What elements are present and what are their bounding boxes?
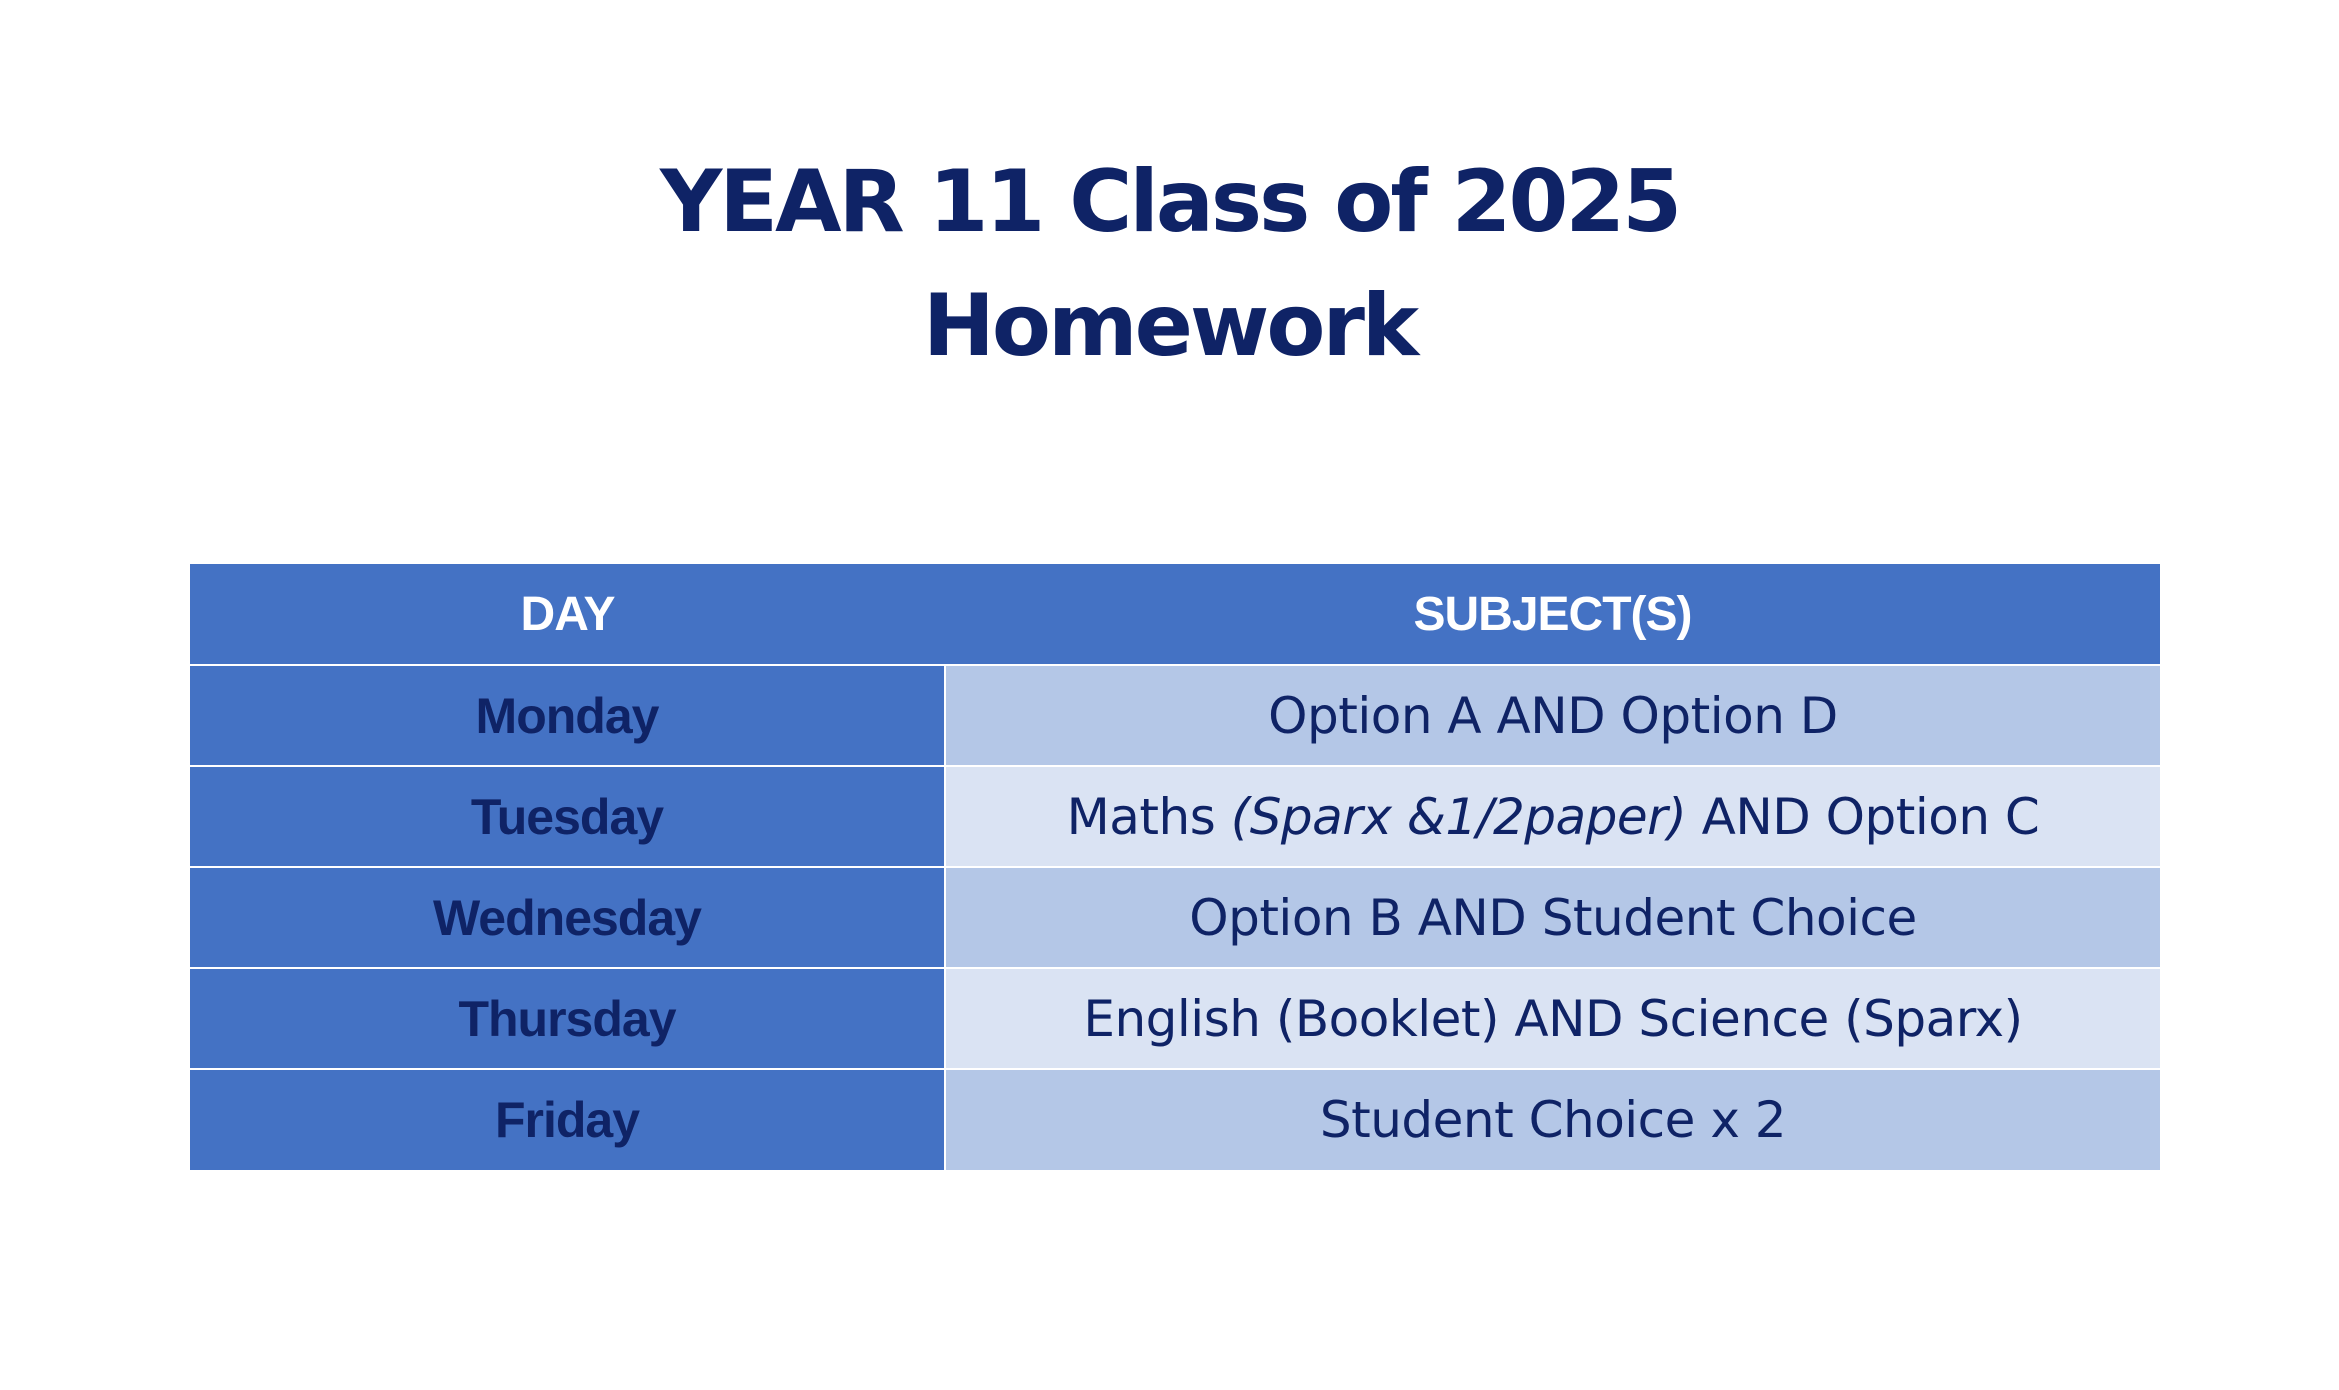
day-cell: Friday <box>190 1069 945 1170</box>
subjects-italic-note: (Sparx &1/2paper) <box>1230 787 1687 846</box>
subjects-text-tail: AND Option C <box>1686 787 2040 846</box>
title-line-2: Homework <box>922 276 1417 376</box>
day-cell: Monday <box>190 665 945 766</box>
column-header-day: DAY <box>190 564 945 665</box>
subjects-cell: English (Booklet) AND Science (Sparx) <box>945 968 2160 1069</box>
subjects-cell: Option A AND Option D <box>945 665 2160 766</box>
table-row <box>190 867 2160 968</box>
column-header-subjects: SUBJECT(S) <box>945 564 2160 665</box>
homework-table <box>190 564 2160 1170</box>
day-cell: Thursday <box>190 968 945 1069</box>
page-title <box>0 140 2339 388</box>
table-row <box>190 968 2160 1069</box>
subjects-cell: Student Choice x 2 <box>945 1069 2160 1170</box>
day-cell: Tuesday <box>190 766 945 867</box>
day-cell: Wednesday <box>190 867 945 968</box>
table-row <box>190 665 2160 766</box>
subjects-text: Maths <box>1066 787 1231 846</box>
table-header-row <box>190 564 2160 665</box>
table-row <box>190 766 2160 867</box>
subjects-cell: Option B AND Student Choice <box>945 867 2160 968</box>
title-line-1: YEAR 11 Class of 2025 <box>659 152 1680 252</box>
subjects-cell <box>945 766 2160 867</box>
table-row <box>190 1069 2160 1170</box>
